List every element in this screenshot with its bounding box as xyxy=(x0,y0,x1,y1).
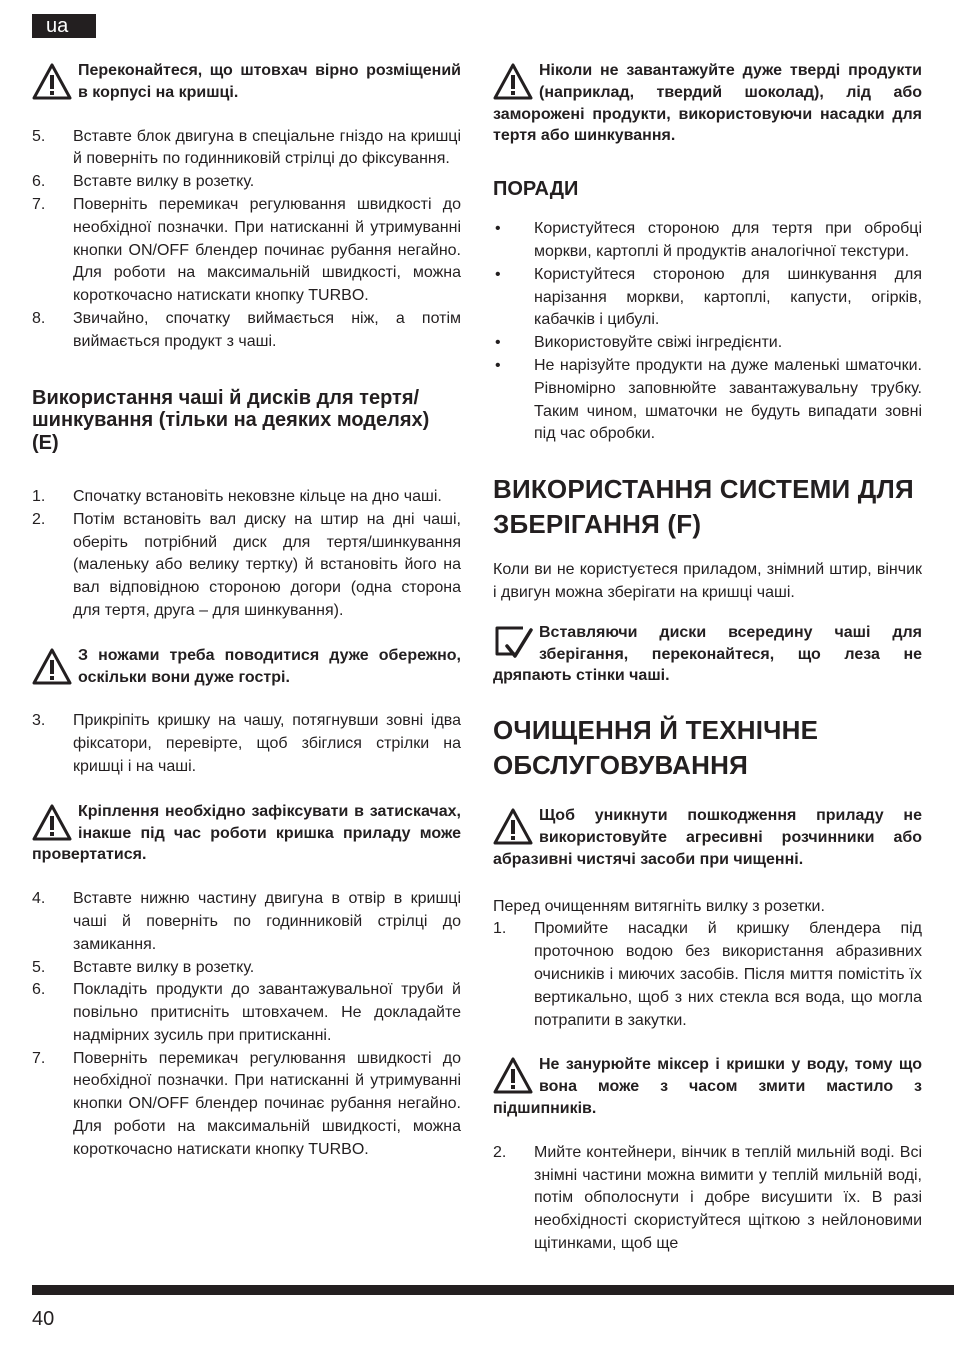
list-item: 4. Вставте нижню частину двигуна в отвір в кришці чаші й поверніть по годинниковій стрілці до замикання. xyxy=(32,890,461,953)
note-text: Вставляючи диски всередину чаші для зберігання, переконайтеся, що леза не дряпають стінки чаші. xyxy=(493,623,922,685)
warning-note xyxy=(493,1054,922,1119)
info-note xyxy=(493,622,922,687)
list-item: 5. Вставте блок двигуна в спеціальне гніздо на кришці й поверніть по годинниковій стрілці до фіксування. xyxy=(32,127,461,168)
cleaning-intro: Перед очищенням витягніть вилку з розетки. xyxy=(493,897,825,915)
list-item: 7. Поверніть перемикач регулювання швидкості до необхідної позначки. При натисканні й утримуванні кнопки ON/OFF блендер починає рубання негайно. Для роботи на максимальній швидкості, можна короткочасно натискати кнопку TURBO. xyxy=(32,1049,461,1158)
warning-triangle-icon xyxy=(493,1056,533,1096)
list-item: • Користуйтеся стороною для шинкування для нарізання моркви, картоплі, капусти, огірків, кабачків і цибулі. xyxy=(495,265,922,329)
warning-note xyxy=(493,805,922,870)
language-tab: ua xyxy=(32,14,96,38)
list-item: 8. Звичайно, спочатку виймається ніж, а потім виймається продукт з чаші. xyxy=(32,309,461,350)
warning-text: Щоб уникнути пошкодження приладу не використовуйте агресивні розчинники або абразивні чистячі засоби при чищенні. xyxy=(493,807,922,868)
list-item: 1. Промийте насадки й кришку блендера під проточною водою без використання абразивних очисників і миючих засобів. Після миття помістіть їх вертикально, щоб з них стекла вся вода, що могла потрапити в закутки. xyxy=(493,920,922,1029)
list-item: • Користуйтеся стороною для тертя при обробці моркви, картоплі й продуктів аналогічної текстури. xyxy=(495,220,922,260)
right-column xyxy=(493,60,922,1256)
warning-triangle-icon xyxy=(32,803,72,843)
list-item: 6. Покладіть продукти до завантажувальної труби й повільно притисніть штовхачем. Не докладайте надмірних зусиль при притисканні. xyxy=(32,981,461,1044)
checkbox-note-icon xyxy=(493,624,533,664)
warning-text: Не занурюйте міксер і кришки у воду, тому що вона може з часом змити мастило з підшипників. xyxy=(493,1056,922,1117)
warning-triangle-icon xyxy=(493,62,533,102)
warning-text: Ніколи не завантажуйте дуже тверді продукти (наприклад, твердий шоколад), лід або заморожені продукти, використовуючи насадки для тертя або шинкування. xyxy=(493,62,922,145)
warning-note xyxy=(32,60,461,104)
list-item: • Не нарізуйте продукти на дуже маленькі шматочки. Рівномірно заповнюйте завантажувальну трубку. Таким чином, шматочки не будуть випадати зовні під час обробки. xyxy=(495,356,922,443)
steps-list xyxy=(32,126,461,354)
warning-triangle-icon xyxy=(32,62,72,102)
list-item: 3. Прикріпіть кришку на чашу, потягнувши зовні ідва фіксатори, перевірте, щоб збіглися стрілки на кришці і на чаші. xyxy=(32,712,461,775)
steps-list xyxy=(493,918,922,1032)
footer-divider xyxy=(32,1285,954,1295)
section-heading: ОЧИЩЕННЯ Й ТЕХНІЧНЕ ОБСЛУГОВУВАННЯ xyxy=(493,715,819,781)
warning-note xyxy=(32,801,461,866)
warning-text: Переконайтеся, що штовхач вірно розміщений в корпусі на кришці. xyxy=(78,62,461,101)
list-item: • Використовуйте свіжі інгредієнти. xyxy=(495,334,783,352)
left-column xyxy=(32,60,461,1162)
warning-text: Кріплення необхідно зафіксувати в затискачах, інакше під час роботи кришка приладу може провертатися. xyxy=(32,802,461,864)
list-item: 6. Вставте вилку в розетку. xyxy=(32,173,255,191)
tips-heading: ПОРАДИ xyxy=(493,178,579,201)
section-heading: Використання чаші й дисків для тертя/шинкування (тільки на деяких моделях) (E) xyxy=(32,386,430,455)
list-item: 2. Потім встановіть вал диску на штир на дні чаші, оберіть потрібний диск для тертя/шинкування (маленьку або велику тертку) й встановіть його на вал відповідною стороною догори (одна сторона для тертя, друга – для шинкування). xyxy=(32,510,461,619)
page-number: 40 xyxy=(32,1308,55,1330)
steps-list xyxy=(32,710,461,778)
list-item: 7. Поверніть перемикач регулювання швидкості до необхідної позначки. При натисканні й утримуванні кнопки ON/OFF блендер починає рубання негайно. Для роботи на максимальній швидкості, можна короткочасно натискати кнопку TURBO. xyxy=(32,195,461,305)
tips-list xyxy=(493,218,922,446)
warning-note xyxy=(493,60,922,147)
list-item: 2. Мийте контейнери, вінчик в теплій мильній воді. Всі знімні частини можна вимити у теплій мильній воді, потім обполоснути і добре висушити їх. В разі необхідності скористуйтеся щіткою з нейлоновими щітинками, щоб ще xyxy=(493,1143,922,1252)
steps-list xyxy=(493,1142,922,1256)
steps-list xyxy=(32,486,461,623)
section-heading: ВИКОРИСТАННЯ СИСТЕМИ ДЛЯ ЗБЕРІГАННЯ (F) xyxy=(493,474,914,540)
warning-triangle-icon xyxy=(32,647,72,687)
warning-triangle-icon xyxy=(493,807,533,847)
warning-text: З ножами треба поводитися дуже обережно, оскільки вони дуже гострі. xyxy=(78,646,461,686)
warning-note xyxy=(32,645,461,689)
list-item: 5. Вставте вилку в розетку. xyxy=(32,958,255,976)
storage-paragraph: Коли ви не користуєтеся приладом, знімний штир, вінчик і двигун можна зберігати на кришці чаші. xyxy=(493,561,922,601)
list-item: 1. Спочатку встановіть нековзне кільце на дно чаші. xyxy=(32,487,442,505)
steps-list xyxy=(32,888,461,1162)
